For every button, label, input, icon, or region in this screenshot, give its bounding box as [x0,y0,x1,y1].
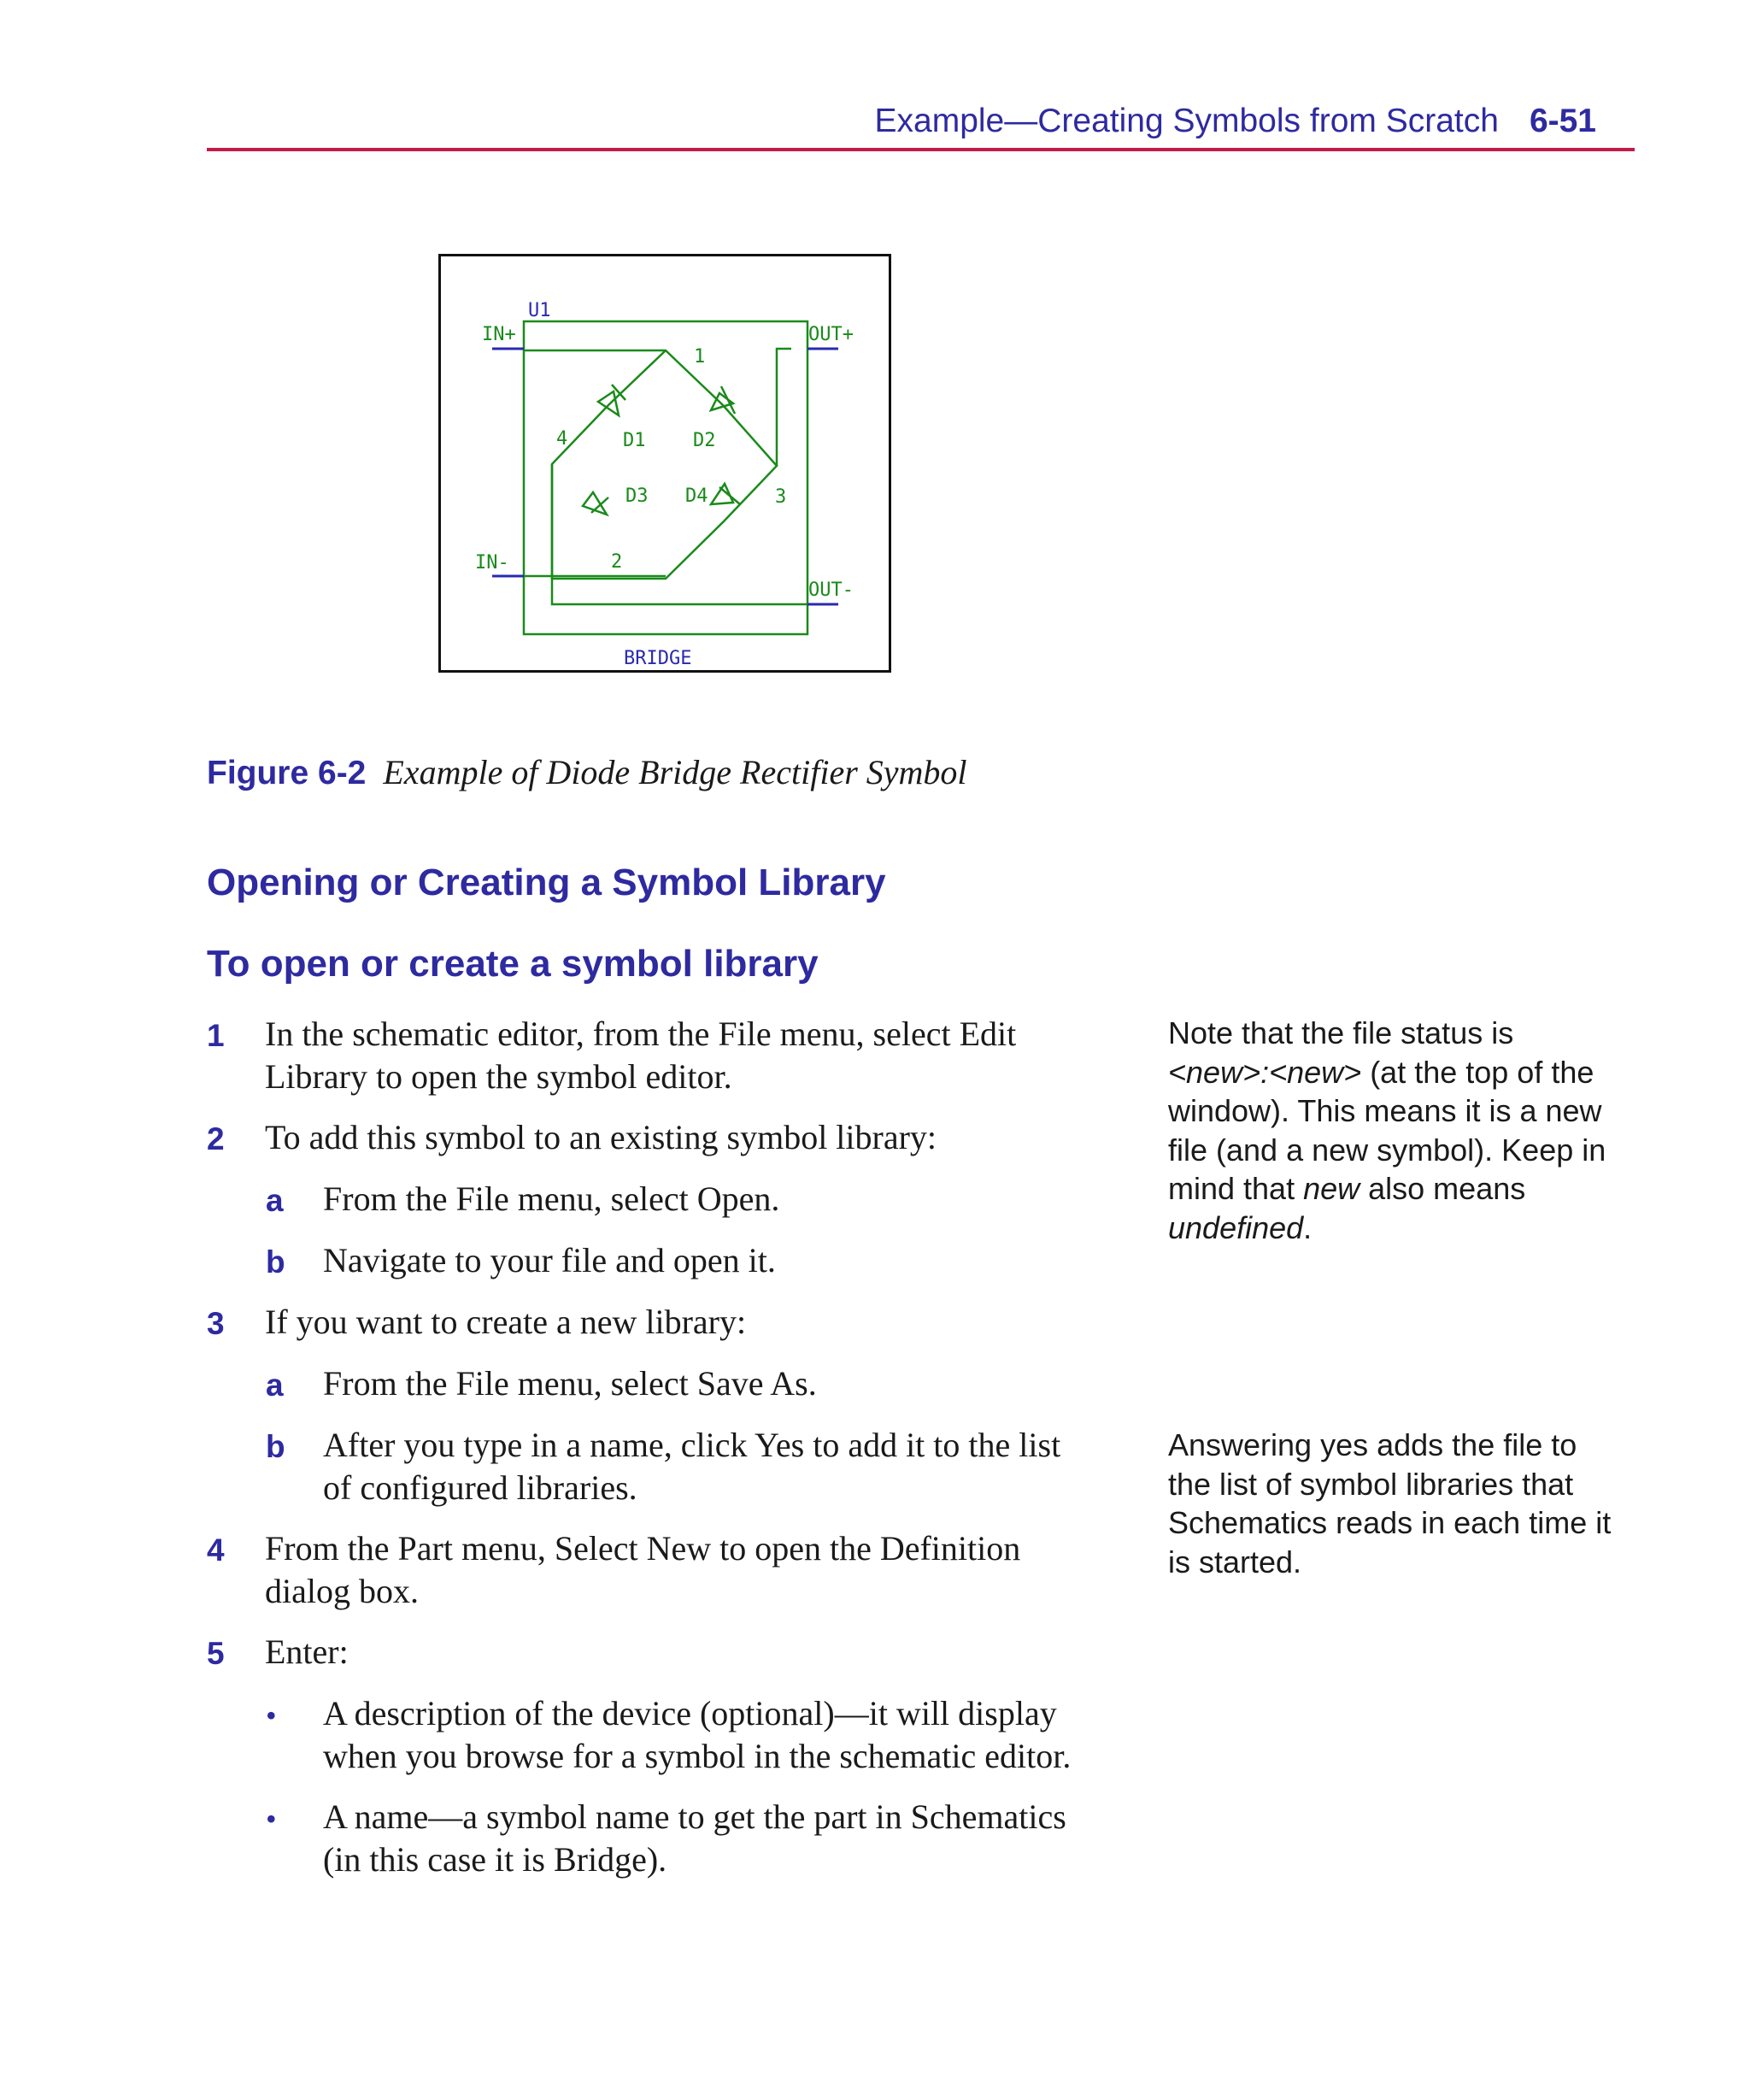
figure-diode-bridge [438,254,891,673]
note1-line-2 [1168,1053,1647,1092]
step-3a-letter: a [266,1368,284,1403]
note2-line-1: Answering yes adds the file to [1168,1427,1577,1462]
header-rule [207,148,1635,151]
note1-line-1: Note that the file status is [1168,1015,1514,1050]
note1-line-2-rest: (at the top of the [1361,1054,1594,1090]
note2-line-2: the list of symbol libraries that [1168,1466,1574,1502]
figure-caption [207,752,967,792]
note1-line-4: file (and a new symbol). Keep in [1168,1132,1606,1168]
bullet-marker-2: • [266,1802,277,1836]
wire-out-minus [552,464,808,604]
ref-designator: U1 [528,300,551,321]
diode-d4-symbol [711,484,740,504]
note1-line-5-post: also means [1359,1171,1526,1206]
part-name-label: BRIDGE [624,648,692,669]
step-4-text [265,1527,1020,1613]
node-label-1: 1 [694,346,706,368]
step-number-1: 1 [207,1018,225,1053]
note1-line-6-post: . [1303,1209,1312,1245]
bullet-marker-1: • [266,1698,277,1732]
pin-label-out-minus: OUT- [808,579,854,601]
step-2b-letter: b [266,1244,285,1279]
step-1-line-2: Library to open the symbol editor. [265,1057,732,1096]
step-3b-line-1: After you type in a name, click Yes to add it to the list [323,1426,1061,1464]
node-label-3: 3 [775,486,787,508]
step-2a-text: From the File menu, select Open. [323,1179,780,1218]
caption-text: Example of Diode Bridge Rectifier Symbol [383,753,967,791]
header-title: Example—Creating Symbols from Scratch [874,103,1499,139]
diode-label-d2: D2 [693,430,716,451]
note1-line-5-pre: mind that [1168,1171,1304,1206]
note1-line-5 [1168,1169,1647,1209]
node-label-4: 4 [556,428,568,450]
note1-undefined: undefined [1168,1209,1304,1245]
pin-label-in-minus: IN- [475,552,509,574]
step-number-2: 2 [207,1121,225,1156]
diode-label-d4: D4 [685,485,708,507]
bullet-1-line-2: when you browse for a symbol in the schematic editor. [323,1737,1072,1775]
step-3b-text [323,1424,1060,1509]
bullet-2-text [323,1796,1066,1881]
pin-label-in-plus: IN+ [482,324,516,345]
running-header [875,103,1596,140]
step-2-text: To add this symbol to an existing symbol library: [265,1118,937,1156]
procedure-heading: To open or create a symbol library [207,943,819,985]
bridge-schematic [441,256,894,675]
step-number-5: 5 [207,1636,225,1671]
step-2b-text: Navigate to your file and open it. [323,1241,776,1279]
bullet-2-line-2: (in this case it is Bridge). [323,1840,667,1879]
node-label-2: 2 [611,551,623,573]
bullet-2-line-1: A name—a symbol name to get the part in Schematics [323,1797,1066,1836]
diode-label-d3: D3 [625,485,649,507]
page-number: 6-51 [1529,103,1596,139]
diode-d3-symbol [583,492,608,515]
diode-d2-symbol [711,386,735,414]
step-4-line-2: dialog box. [265,1572,419,1610]
side-note-file-status [1168,1014,1647,1247]
bridge-diamond [524,350,777,579]
step-3-text: If you want to create a new library: [265,1303,747,1341]
note1-new-new: <new>:<new> [1168,1054,1362,1090]
bullet-1-text [323,1692,1071,1778]
step-number-3: 3 [207,1306,225,1341]
bullet-1-line-1: A description of the device (optional)—it will display [323,1694,1057,1732]
note2-line-3: Schematics reads in each time it [1168,1505,1612,1540]
step-4-line-1: From the Part menu, Select New to open the Definition [265,1529,1021,1568]
step-1-text [265,1013,1016,1098]
pin-label-out-plus: OUT+ [808,324,854,345]
step-3a-text: From the File menu, select Save As. [323,1364,817,1403]
caption-number: Figure 6-2 [207,755,367,791]
side-note-answering-yes [1168,1426,1647,1581]
note2-line-4: is started. [1168,1544,1302,1579]
step-number-4: 4 [207,1532,225,1568]
step-2a-letter: a [266,1183,284,1218]
step-5-text: Enter: [265,1632,349,1671]
wire-out-plus [777,349,791,466]
note1-line-3: window). This means it is a new [1168,1093,1602,1128]
step-1-line-1: In the schematic editor, from the File menu, select Edit [265,1015,1017,1053]
note1-new: new [1303,1171,1360,1206]
note1-line-6 [1168,1209,1647,1248]
section-heading: Opening or Creating a Symbol Library [207,862,886,903]
step-3b-letter: b [266,1429,285,1464]
step-3b-line-2: of configured libraries. [323,1468,637,1507]
diode-label-d1: D1 [623,430,646,451]
